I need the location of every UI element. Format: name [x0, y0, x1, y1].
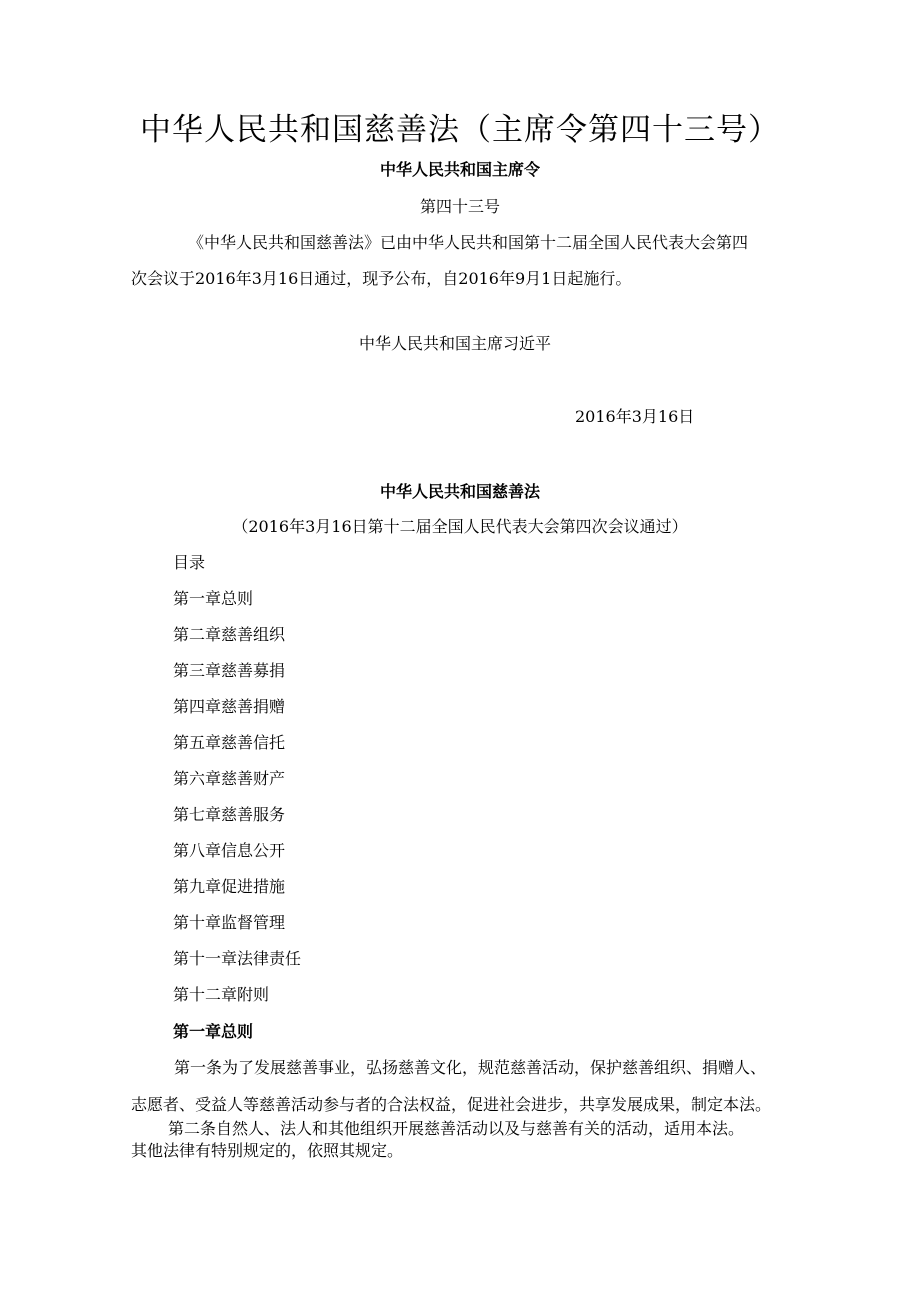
announcement-line-2: 次会议于2016年3月16日通过，现予公布，自2016年9月1日起施行。	[131, 269, 632, 288]
toc-item: 第五章慈善信托	[173, 733, 286, 752]
sign-date: 2016年3月16日	[575, 407, 695, 426]
toc-item: 第四章慈善捐赠	[173, 697, 286, 716]
toc-item: 第十一章法律责任	[173, 949, 302, 968]
signatory: 中华人民共和国主席习近平	[359, 334, 552, 353]
adoption-note: （2016年3月16日第十二届全国人民代表大会第四次会议通过）	[232, 517, 688, 536]
law-title: 中华人民共和国慈善法	[379, 482, 540, 501]
toc-heading: 目录	[173, 553, 206, 572]
article-1-line-1: 第一条为了发展慈善事业，弘扬慈善文化，规范慈善活动，保护慈善组织、捐赠人、	[174, 1058, 767, 1077]
toc-item: 第十二章附则	[173, 985, 270, 1004]
article-1-line-2: 志愿者、受益人等慈善活动参与者的合法权益，促进社会进步，共享发展成果，制定本法。	[131, 1095, 772, 1114]
order-number: 第四十三号	[419, 197, 500, 216]
toc-item: 第七章慈善服务	[173, 805, 286, 824]
toc-item: 第一章总则	[173, 589, 254, 608]
article-2-line-1: 第二条自然人、法人和其他组织开展慈善活动以及与慈善有关的活动，适用本法。	[168, 1119, 745, 1138]
toc-item: 第八章信息公开	[173, 841, 286, 860]
toc-item: 第九章促进措施	[173, 877, 286, 896]
announcement-line-1: 《中华人民共和国慈善法》已由中华人民共和国第十二届全国人民代表大会第四	[188, 233, 749, 252]
document-title: 中华人民共和国慈善法（主席令第四十三号）	[140, 112, 780, 148]
toc-item: 第三章慈善募捐	[173, 661, 286, 680]
toc-item: 第二章慈善组织	[173, 625, 286, 644]
toc-item: 第十章监督管理	[173, 913, 286, 932]
order-heading: 中华人民共和国主席令	[379, 160, 540, 179]
chapter-1-heading: 第一章总则	[173, 1022, 254, 1041]
toc-item: 第六章慈善财产	[173, 769, 286, 788]
article-2-line-2: 其他法律有特别规定的，依照其规定。	[131, 1141, 404, 1160]
